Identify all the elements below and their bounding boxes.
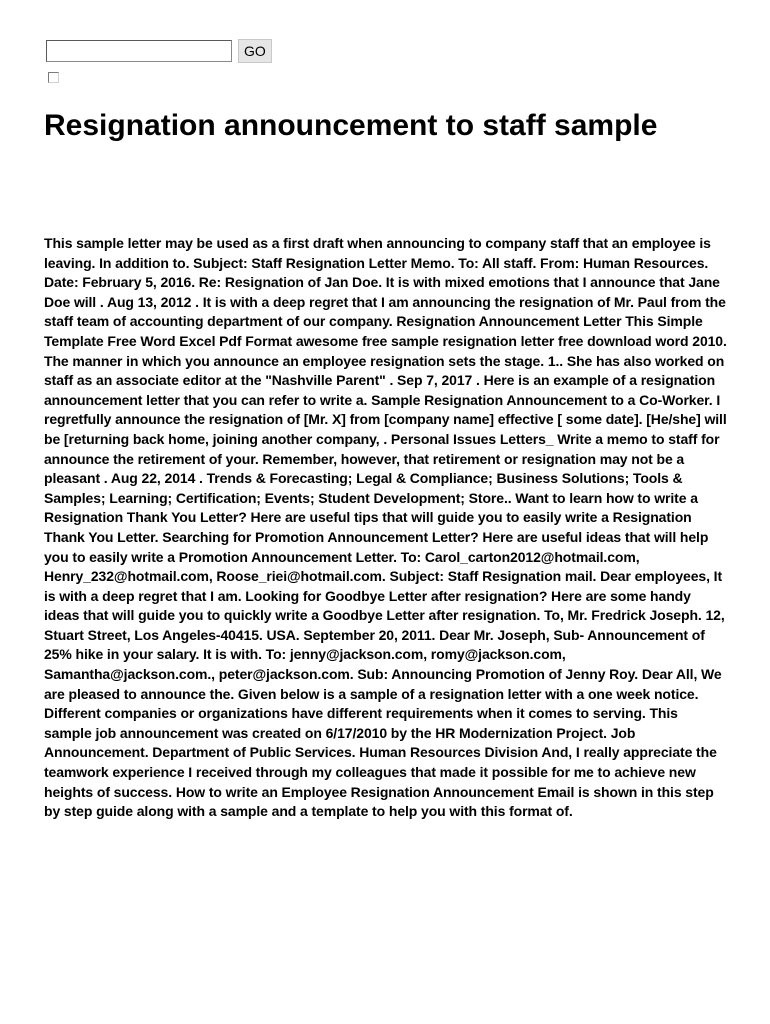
page-title: Resignation announcement to staff sample bbox=[44, 109, 658, 142]
search-input[interactable] bbox=[46, 40, 232, 62]
checkbox[interactable] bbox=[48, 72, 59, 83]
search-bar bbox=[46, 39, 272, 63]
go-button[interactable]: GO bbox=[238, 39, 272, 63]
article-body: This sample letter may be used as a first draft when announcing to company staff that an employee is leaving. In addition to. Subject: Staff Resignation Letter Memo. To: All staff. From: Human Resources. Date: February 5, 2016. Re: Resignation of Jan Doe. It is with mixed emotions that I announce that Jane Doe will . Aug 13, 2012 . It is with a deep regret that I am announcing the resignation of Mr. Paul from the staff team of accounting department of our company. Resignation Announcement Letter This Simple Template Free Word Excel Pdf Format awesome free sample resignation letter free download word 2010. The manner in which you announce an employee resignation sets the stage. 1.. She has also worked on staff as an associate editor at the "Nashville Parent" . Sep 7, 2017 . Here is an example of a resignation announcement letter that you can refer to write a. Sample Resignation Announcement to a Co-Worker. I regretfully announce the resignation of [Mr. X] from [company name] effective [ some date]. [He/she] will be [returning back home, joining another company, . Personal Issues Letters_ Write a memo to staff for announce the retirement of your. Remember, however, that retirement or resignation may not be a pleasant . Aug 22, 2014 . Trends & Forecasting; Legal & Compliance; Business Solutions; Tools & Samples; Learning; Certification; Events; Student Development; Store.. Want to learn how to write a Resignation Thank You Letter? Here are useful tips that will guide you to easily write a Resignation Thank You Letter. Searching for Promotion Announcement Letter? Here are useful ideas that will help you to easily write a Promotion Announcement Letter. To: Carol_carton2012@hotmail.com, Henry_232@hotmail.com, Roose_riei@hotmail.com. Subject: Staff Resignation mail. Dear employees, It is with a deep regret that I am. Looking for Goodbye Letter after resignation? Here are some handy ideas that will guide you to quickly write a Goodbye Letter after resignation. To, Mr. Fredrick Joseph. 12, Stuart Street, Los Angeles-40415. USA. September 20, 2011. Dear Mr. Joseph, Sub- Announcement of 25% hike in your salary. It is with. To: jenny@jackson.com, romy@jackson.com, Samantha@jackson.com., peter@jackson.com. Sub: Announcing Promotion of Jenny Roy. Dear All, We are pleased to announce the. Given below is a sample of a resignation letter with a one week notice. Different companies or organizations have different requirements when it comes to serving. This sample job announcement was created on 6/17/2010 by the HR Modernization Project. Job Announcement. Department of Public Services. Human Resources Division And, I really appreciate the teamwork experience I received through my colleagues that made it possible for me to achieve new heights of success. How to write an Employee Resignation Announcement Email is shown in this step by step guide along with a sample and a template to help you with this format of. bbox=[44, 235, 727, 820]
